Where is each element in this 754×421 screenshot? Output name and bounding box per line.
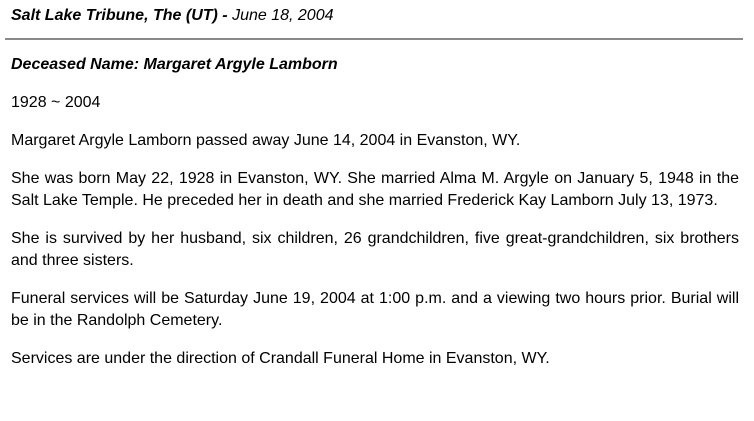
header-divider xyxy=(5,38,743,40)
obituary-paragraph-biography: She was born May 22, 1928 in Evanston, WY. She married Alma M. Argyle on January 5, 1948 in the Salt Lake Temple. He preceded her in death and she married Frederick Kay Lamborn July 13, 1973. xyxy=(11,170,739,209)
obituary-paragraph-death: Margaret Argyle Lamborn passed away June 14, 2004 in Evanston, WY. xyxy=(11,132,521,149)
obituary-paragraph-services: Funeral services will be Saturday June 19, 2004 at 1:00 p.m. and a viewing two hours prior. Burial will be in the Randolph Cemetery. xyxy=(11,290,739,329)
deceased-name: Deceased Name: Margaret Argyle Lamborn xyxy=(11,56,338,73)
obituary-body xyxy=(11,54,739,370)
publication-name: Salt Lake Tribune, The (UT) xyxy=(11,7,218,24)
header-separator: - xyxy=(222,7,228,24)
obituary-paragraph-funeral-home: Services are under the direction of Crandall Funeral Home in Evanston, WY. xyxy=(11,350,550,367)
article-header xyxy=(11,6,334,26)
life-years: 1928 ~ 2004 xyxy=(11,94,101,111)
obituary-paragraph-survivors: She is survived by her husband, six children, 26 grandchildren, five great-grandchildren, six brothers and three sisters. xyxy=(11,230,739,269)
publication-date: June 18, 2004 xyxy=(232,7,334,24)
